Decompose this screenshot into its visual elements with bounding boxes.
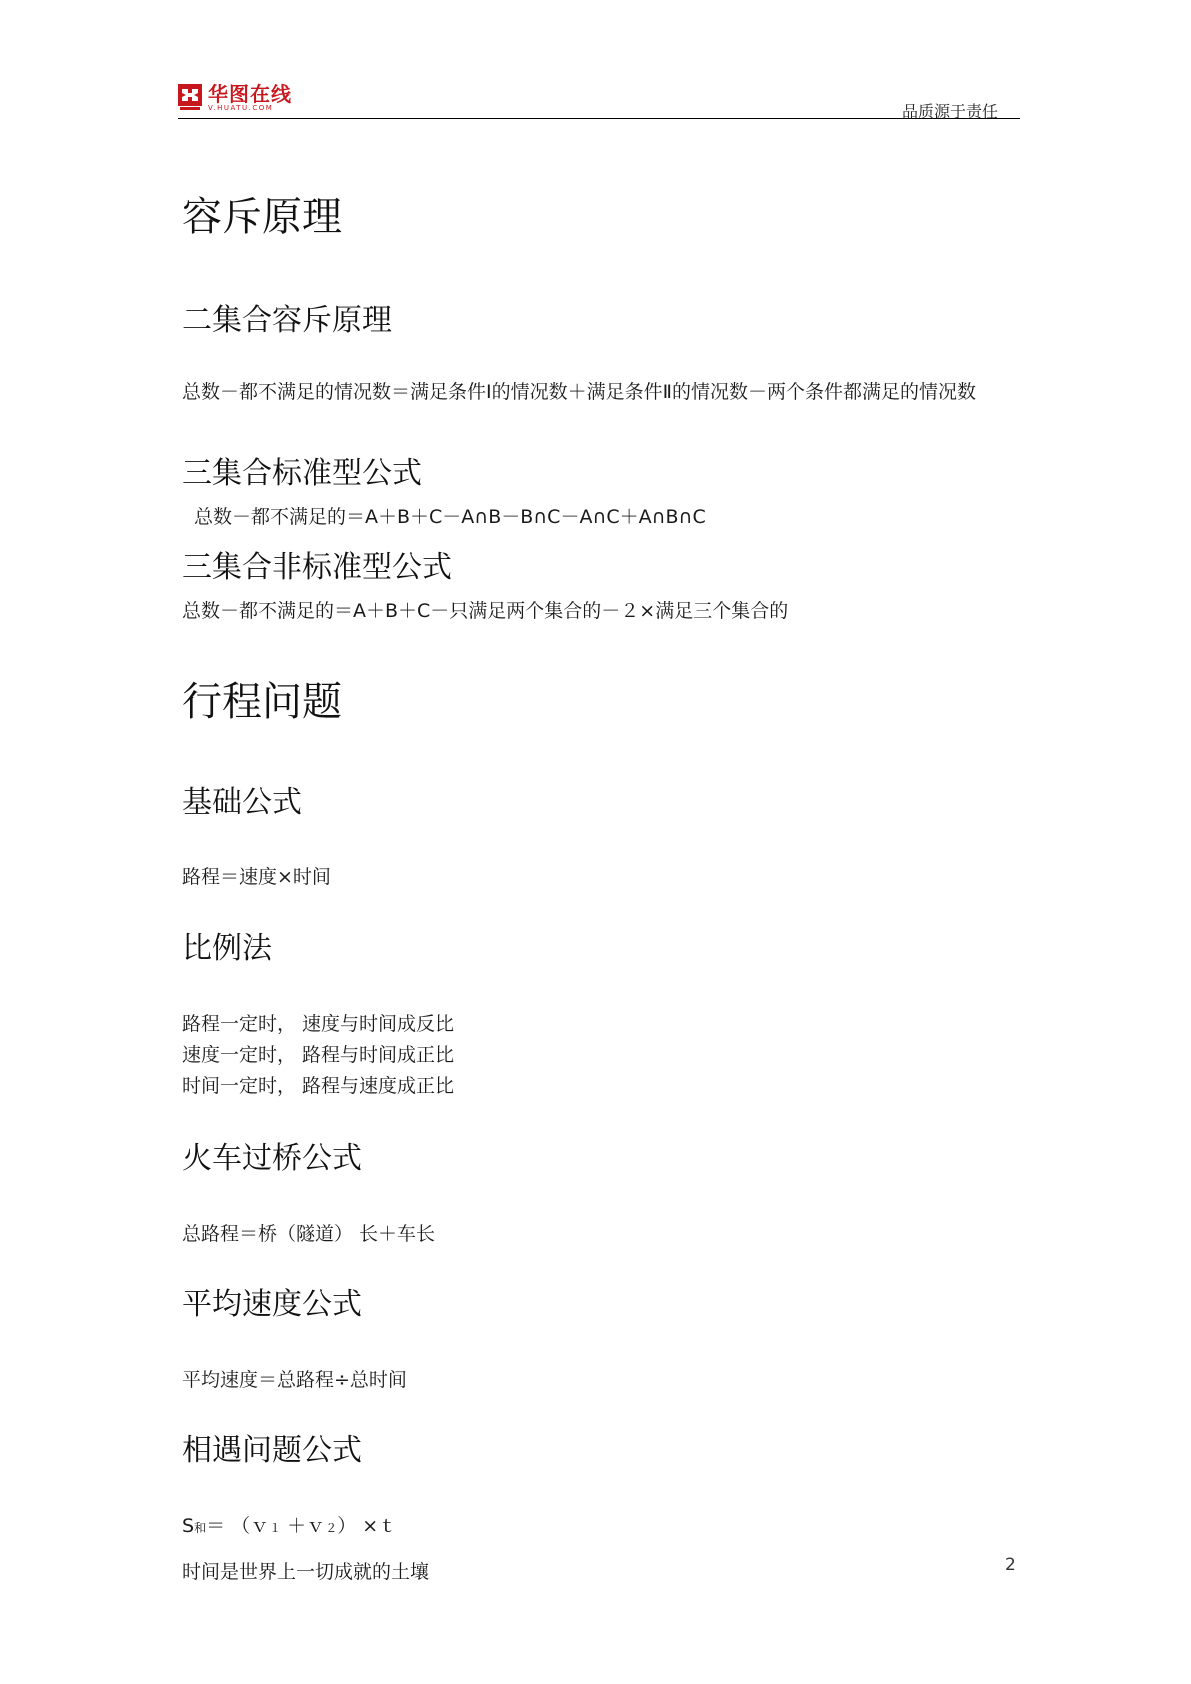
formula-part-2: ＋ｖ [281, 1515, 326, 1537]
ratio-line: 路程一定时， 速度与时间成反比 [182, 1013, 455, 1035]
footer-slogan: 时间是世界上一切成就的土壤 [182, 1561, 430, 1583]
huatu-logo-icon [178, 84, 202, 112]
text-train-bridge: 总路程＝桥（隧道） 长＋车长 [182, 1223, 436, 1245]
text-three-standard: 总数－都不满足的＝A＋B＋C－A∩B－B∩C－A∩C＋A∩B∩C [194, 506, 706, 528]
heading-basic-formula: 基础公式 [182, 785, 302, 820]
page-header [178, 80, 1020, 119]
ratio-lines [182, 1009, 454, 1102]
logo-url: V.HUATU.COM [208, 104, 274, 112]
formula-sub-1: １ [269, 1521, 282, 1535]
ratio-line: 速度一定时， 路程与时间成正比 [182, 1044, 455, 1066]
section-title-inclusion: 容斥原理 [182, 194, 342, 240]
heading-two-sets: 二集合容斥原理 [182, 303, 392, 338]
page-number: 2 [1005, 1555, 1016, 1575]
text-three-nonstandard: 总数－都不满足的＝A＋B＋C－只满足两个集合的－２×满足三个集合的 [182, 600, 789, 622]
formula-part-3: ） ×ｔ [337, 1515, 398, 1537]
heading-average-speed: 平均速度公式 [182, 1287, 362, 1322]
huatu-logo [178, 84, 292, 118]
heading-three-standard: 三集合标准型公式 [182, 456, 422, 491]
section-title-travel: 行程问题 [182, 679, 342, 725]
heading-meeting-problem: 相遇问题公式 [182, 1433, 362, 1468]
text-two-sets: 总数－都不满足的情况数＝满足条件Ⅰ的情况数＋满足条件Ⅱ的情况数－两个条件都满足的情况数 [182, 381, 976, 403]
heading-three-nonstandard: 三集合非标准型公式 [182, 550, 452, 585]
text-basic-formula: 路程＝速度×时间 [182, 866, 331, 888]
formula-sub-he: 和 [194, 1521, 207, 1535]
formula-meeting [182, 1511, 397, 1544]
heading-train-bridge: 火车过桥公式 [182, 1141, 362, 1176]
header-motto: 品质源于责任 [901, 102, 998, 121]
formula-s: S [182, 1515, 195, 1537]
ratio-line: 时间一定时， 路程与速度成正比 [182, 1075, 455, 1097]
formula-part-1: ＝ （ｖ [206, 1515, 270, 1537]
logo-name: 华图在线 [208, 82, 292, 106]
text-average-speed: 平均速度＝总路程÷总时间 [182, 1369, 407, 1391]
formula-sub-2: ２ [325, 1521, 338, 1535]
heading-ratio-method: 比例法 [182, 931, 272, 966]
